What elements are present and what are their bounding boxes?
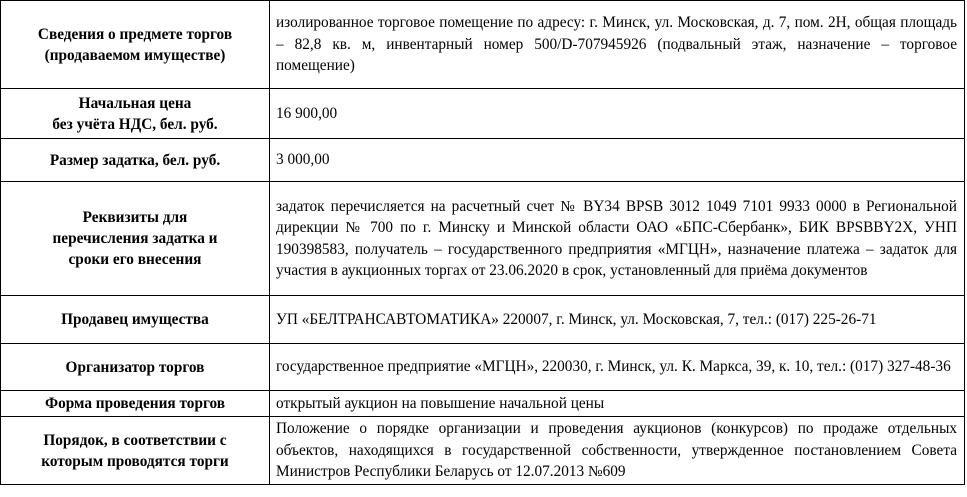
row-label-auction-form: Форма проведения торгов [1, 391, 270, 417]
row-value-deposit-details: задаток перечисляется на расчетный счет № BY34 BPSB 3012 1049 7101 9933 0000 в Региональной дирекции № 700 по г. Минску и Минской области ОАО «БПС-Сбербанк», БИК BPSBBY2X, УНП 190398583, получатель – государственного предприятия «МГЦН», назначение платежа – задаток для участия в аукционных торгах от 23.06.2020 в срок, установленный для приёма документов [270, 182, 965, 296]
row-value-subject: изолированное торговое помещение по адресу: г. Минск, ул. Московская, д. 7, пом. 2Н, общая площадь – 82,8 кв. м, инвентарный номер 500/D-707945926 (подвальный этаж, назначение – торговое помещение) [270, 1, 965, 89]
row-value-auction-form: открытый аукцион на повышение начальной цены [270, 391, 965, 417]
table-row [1, 417, 965, 485]
row-label-start-price: Начальная цена без учёта НДС, бел. руб. [1, 89, 270, 139]
row-value-start-price: 16 900,00 [270, 89, 965, 139]
row-label-seller: Продавец имущества [1, 296, 270, 344]
table-row [1, 182, 965, 296]
row-value-seller: УП «БЕЛТРАНСАВТОМАТИКА» 220007, г. Минск, ул. Московская, 7, тел.: (017) 225-26-71 [270, 296, 965, 344]
row-value-procedure: Положение о порядке организации и проведения аукционов (конкурсов) по продаже отдельных объектов, находящихся в государственной собственности, утвержденное постановлением Совета Министров Республики Беларусь от 12.07.2013 №609 [270, 417, 965, 485]
table-row [1, 1, 965, 89]
row-label-procedure: Порядок, в соответствии с которым проводятся торги [1, 417, 270, 485]
row-value-organizer: государственное предприятие «МГЦН», 220030, г. Минск, ул. К. Маркса, 39, к. 10, тел.: (017) 327-48-36 [270, 344, 965, 391]
row-label-deposit: Размер задатка, бел. руб. [1, 139, 270, 182]
table-row [1, 391, 965, 417]
row-label-deposit-details: Реквизиты для перечисления задатка и сроки его внесения [1, 182, 270, 296]
table-row [1, 89, 965, 139]
table-row [1, 139, 965, 182]
table-row [1, 344, 965, 391]
row-label-subject: Сведения о предмете торгов (продаваемом имуществе) [1, 1, 270, 89]
table-row [1, 296, 965, 344]
row-value-deposit: 3 000,00 [270, 139, 965, 182]
row-label-organizer: Организатор торгов [1, 344, 270, 391]
